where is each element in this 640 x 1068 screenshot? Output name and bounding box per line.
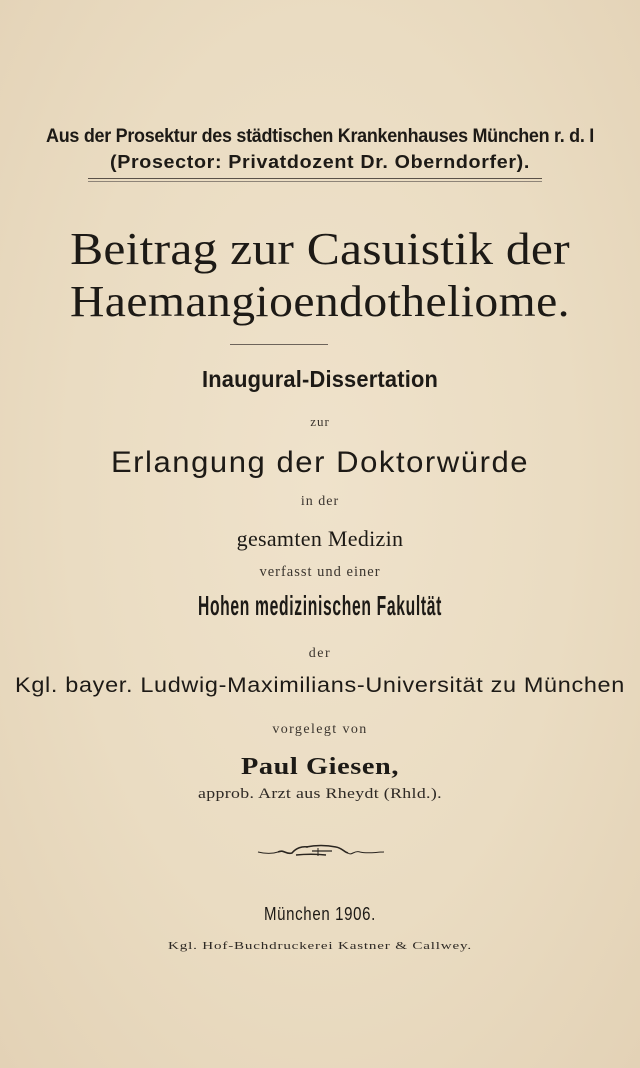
dissertation-label: Inaugural-Dissertation xyxy=(201,366,439,392)
verfasst-text: verfasst und einer xyxy=(259,564,381,580)
medicine-line: gesamten Medizin xyxy=(236,526,404,551)
zur-text: zur xyxy=(310,414,330,429)
university-line: Kgl. bayer. Ludwig-Maximilians-Universität zu München xyxy=(15,674,625,697)
author-name: Paul Giesen, xyxy=(240,754,399,780)
faculty-line: Hohen medizinischen Fakultät xyxy=(197,590,443,621)
vorgelegt-text: vorgelegt von xyxy=(272,722,368,737)
institution-line: Aus der Prosektur des städtischen Krankenhauses München r. d. I xyxy=(46,126,594,147)
printer-line: Kgl. Hof-Buchdruckerei Kastner & Callwey. xyxy=(168,940,472,952)
place-year: München 1906. xyxy=(263,904,377,924)
ornament-divider-icon xyxy=(256,840,386,860)
der-text: der xyxy=(308,646,332,661)
author-info: approb. Arzt aus Rheydt (Rhld.). xyxy=(198,786,442,802)
degree-line: Erlangung der Doktorwürde xyxy=(110,446,530,479)
header-rule xyxy=(88,178,542,179)
title-line-2: Haemangioendotheliome. xyxy=(69,277,570,326)
header-rule-secondary xyxy=(88,181,542,182)
in-der-text: in der xyxy=(300,494,340,509)
title-divider xyxy=(230,344,328,345)
title-line-1: Beitrag zur Casuistik der xyxy=(70,223,570,274)
prosector-line: (Prosector: Privatdozent Dr. Oberndorfer). xyxy=(109,152,530,172)
